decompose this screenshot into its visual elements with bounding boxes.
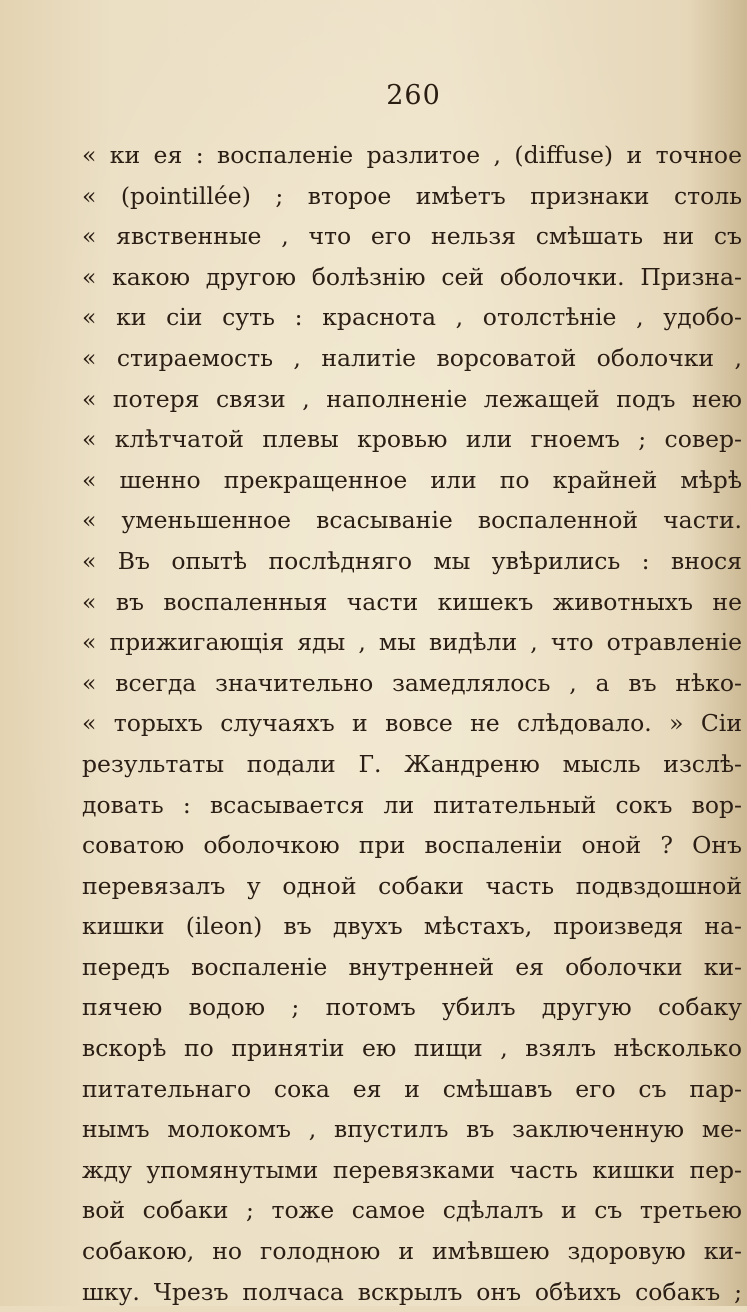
body-text [82, 135, 742, 1312]
text-line: « Въ опытѣ послѣдняго мы увѣрились : внося [82, 546, 742, 575]
text-line: вскорѣ по принятіи ею пищи , взялъ нѣсколько [82, 1034, 742, 1063]
text-line: « какою другою болѣзнію сей оболочки. Призна- [82, 262, 742, 291]
text-line: питательнаго сока ея и смѣшавъ его съ пар- [82, 1074, 742, 1103]
text-line: жду упомянутыми перевязками часть кишки пер- [82, 1155, 742, 1184]
text-line: пячею водою ; потомъ убилъ другую собаку [82, 993, 742, 1022]
text-line: « въ воспаленныя части кишекъ животныхъ не [82, 587, 742, 616]
page-number: 260 [386, 80, 441, 111]
text-line: « прижигающія яды , мы видѣли , что отравленіе [82, 628, 742, 657]
text-line: перевязалъ у одной собаки часть подвздошной [82, 871, 742, 900]
text-line: кишки (ileon) въ двухъ мѣстахъ, произведя на- [82, 912, 742, 941]
text-line: передъ воспаленіе внутренней ея оболочки ки- [82, 952, 742, 981]
text-line: « ки ея : воспаленіе разлитое , (diffuse) и точное [82, 141, 742, 169]
text-line: « стираемость , налитіе ворсоватой оболочки , [82, 343, 742, 372]
text-line: « (pointillée) ; второе имѣетъ признаки столь [82, 181, 742, 210]
text-line: вой собаки ; тоже самое сдѣлалъ и съ третьею [82, 1196, 742, 1225]
text-line: « уменьшенное всасываніе воспаленной части. [82, 506, 742, 535]
text-line: « шенно прекращенное или по крайней мѣрѣ [82, 465, 742, 494]
text-line: « клѣтчатой плевы кровью или гноемъ ; совер- [82, 425, 742, 454]
text-line: соватою оболочкою при воспаленіи оной ? Онъ [82, 831, 742, 860]
text-line: « потеря связи , наполненіе лежащей подъ нею [82, 384, 742, 413]
text-line: шку. Чрезъ полчаса вскрылъ онъ обѣихъ собакъ ; [82, 1277, 742, 1306]
text-line: довать : всасывается ли питательный сокъ вор- [82, 790, 742, 819]
text-line: « торыхъ случаяхъ и вовсе не слѣдовало. » Сіи [82, 709, 742, 738]
text-line: собакою, но голодною и имѣвшею здоровую ки- [82, 1237, 742, 1266]
text-line: « всегда значительно замедлялось , а въ нѣко- [82, 668, 742, 697]
text-line: нымъ молокомъ , впустилъ въ заключенную ме- [82, 1115, 742, 1144]
text-line: « явственные , что его нельзя смѣшать ни съ [82, 222, 742, 251]
text-line: « ки сіи суть : краснота , отолстѣніе , удобо- [82, 303, 742, 332]
text-line: результаты подали Г. Жандреню мысль изслѣ- [82, 749, 742, 778]
